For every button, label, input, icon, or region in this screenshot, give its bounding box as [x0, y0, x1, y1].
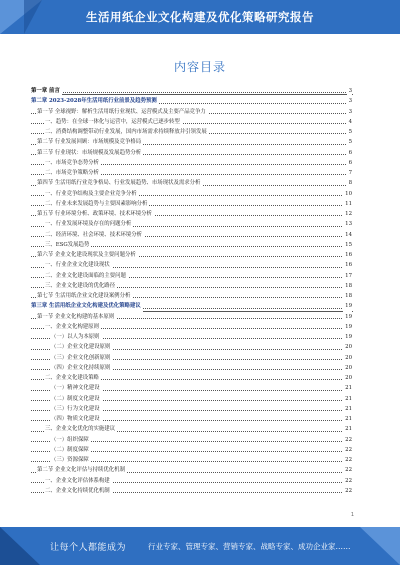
- toc-entry-label: 第六节 企业文化建设现状及主要问题分析: [37, 250, 138, 260]
- toc-entry[interactable]: [31, 476, 352, 486]
- footer-bar: [0, 527, 400, 565]
- toc-entry[interactable]: [31, 96, 352, 106]
- toc-entry-label: 第七节 生活用纸企业文化建设案例分析: [37, 291, 132, 301]
- toc-entry-label: （三）资源保障: [51, 455, 91, 465]
- toc-entry[interactable]: [31, 445, 352, 455]
- toc-entry-page: 6: [347, 148, 352, 158]
- toc-entry-page: 22: [343, 435, 352, 445]
- toc-entry-page: 7: [347, 168, 352, 178]
- toc-entry-label: 三、ESG发展趋势: [45, 240, 91, 250]
- toc-entry-label: 二、经济环境、社会环境、技术环境分析: [45, 230, 144, 240]
- toc-entry-page: 14: [343, 230, 352, 240]
- footer-slogan: 让每个人都能成为: [50, 543, 127, 553]
- toc-entry-page: 19: [343, 322, 352, 332]
- toc-entry-label: 一、行业企业文化建设现状: [45, 260, 112, 270]
- toc-entry-label: 三、企业文化优化的实施建议: [45, 424, 117, 434]
- toc-entry-page: 22: [343, 476, 352, 486]
- toc-entry-label: （四）物质文化建设: [51, 414, 102, 424]
- toc-entry-label: （二）制度文化建设: [51, 394, 102, 404]
- toc-entry[interactable]: [31, 455, 352, 465]
- toc-entry[interactable]: [31, 486, 352, 496]
- toc-entry-page: 3: [347, 107, 352, 117]
- toc-entry-label: 二、企业文化建设策略: [45, 373, 101, 383]
- toc-entry[interactable]: [31, 168, 352, 178]
- toc-entry[interactable]: [31, 260, 352, 270]
- toc-entry-label: 第一节 全球视野：解析生活用纸行业现状、运营模式及主要产品竞争力: [37, 107, 208, 117]
- toc-entry-page: 11: [343, 199, 352, 209]
- toc-entry-label: 一、行业竞争结构及主要企业竞争分析: [45, 189, 139, 199]
- toc-entry[interactable]: [31, 230, 352, 240]
- toc-entry-label: （一）以人为本原则: [51, 332, 102, 342]
- toc-entry-label: 第三节 行业现状：市场规模及发展趋势分析: [37, 148, 143, 158]
- toc-entry-label: （二）企业文化建设原则: [51, 342, 112, 352]
- toc-entry[interactable]: [31, 363, 352, 373]
- toc-entry-label: 二、行业未来发展趋势与主要因素影响分析: [45, 199, 149, 209]
- toc-entry-label: （三）行为文化建设: [51, 404, 102, 414]
- toc-entry-page: 3: [347, 86, 352, 96]
- toc-entry-label: 第二章 2023-2028年生活用纸行业前景及趋势预测: [31, 96, 159, 106]
- toc-entry-label: 二、市场竞争策略分析: [45, 168, 101, 178]
- toc-entry[interactable]: [31, 178, 352, 188]
- toc-entry-label: 第二节 行业发展回顾：市场规模及竞争格局: [37, 137, 143, 147]
- toc-entry-page: 18: [343, 281, 352, 291]
- toc-entry-page: 16: [343, 260, 352, 270]
- toc-entry[interactable]: [31, 394, 352, 404]
- toc-entry[interactable]: [31, 148, 352, 158]
- toc-entry[interactable]: [31, 322, 352, 332]
- toc-entry-label: 第四节 生活用纸行业竞争格局、行业发展趋势、市场现状及需求分析: [37, 178, 202, 188]
- toc-entry-label: 三、企业文化建设的优化路径: [45, 281, 117, 291]
- toc-entry-label: 第五节 行业环境分析、政策环境、技术环境分析: [37, 209, 154, 219]
- toc-entry-page: 18: [343, 291, 352, 301]
- toc-entry-label: 二、企业文化建设面临的主要问题: [45, 271, 128, 281]
- toc-heading: 内容目录: [173, 60, 226, 74]
- toc-entry-page: 21: [343, 404, 352, 414]
- toc-entry[interactable]: [31, 312, 352, 322]
- toc-entry-label: 第二节 企业文化评估与持续优化机制: [37, 465, 127, 475]
- toc-entry-page: 22: [343, 486, 352, 496]
- toc-entry[interactable]: [31, 414, 352, 424]
- toc-entry[interactable]: [31, 383, 352, 393]
- toc-entry-page: 16: [343, 250, 352, 260]
- toc-entry-label: 二、企业文化持续优化机制: [45, 486, 112, 496]
- toc-entry-page: 3: [347, 96, 352, 106]
- toc-entry-label: （二）制度保障: [51, 445, 91, 455]
- toc-entry-label: 第一节 企业文化构建的基本原则: [37, 312, 116, 322]
- toc-entry[interactable]: [31, 209, 352, 219]
- toc-entry-page: 15: [343, 240, 352, 250]
- toc-entry-page: 22: [343, 455, 352, 465]
- toc-entry-page: 4: [347, 117, 352, 127]
- toc-entry-label: 一、行业发展环境及存在的问题分析: [45, 219, 133, 229]
- toc-entry-page: 13: [343, 219, 352, 229]
- toc-entry-page: 21: [343, 414, 352, 424]
- toc-entry-page: 19: [343, 301, 352, 311]
- report-header-bar: [0, 0, 400, 34]
- toc-entry[interactable]: [31, 291, 352, 301]
- toc-entry[interactable]: [31, 373, 352, 383]
- toc-entry-page: 19: [343, 332, 352, 342]
- toc-entry[interactable]: [31, 404, 352, 414]
- toc-entry[interactable]: [31, 301, 352, 311]
- toc-entry[interactable]: [31, 424, 352, 434]
- toc-entry-label: （一）精神文化建设: [51, 383, 102, 393]
- toc-entry[interactable]: [31, 281, 352, 291]
- toc-leader-dots: [31, 92, 352, 93]
- toc-entry-page: 17: [343, 271, 352, 281]
- toc-entry-page: 5: [347, 127, 352, 137]
- toc-entry[interactable]: [31, 353, 352, 363]
- toc-entry-page: 6: [347, 158, 352, 168]
- toc-entry[interactable]: [31, 199, 352, 209]
- toc-entry[interactable]: [31, 107, 352, 117]
- toc-entry[interactable]: [31, 465, 352, 475]
- toc-entry-page: 20: [343, 353, 352, 363]
- toc-entry-label: （四）企业文化持续原则: [51, 363, 112, 373]
- toc-entry-page: 22: [343, 445, 352, 455]
- toc-entry[interactable]: [31, 332, 352, 342]
- toc-entry-page: 8: [347, 178, 352, 188]
- toc-entry-label: 一、企业文化构建原则: [45, 322, 101, 332]
- toc-entry[interactable]: [31, 250, 352, 260]
- toc-entry-label: （一）组织保障: [51, 435, 91, 445]
- toc-entry-label: 第一章 前言: [31, 86, 62, 96]
- footer-decor-left: [0, 527, 40, 565]
- toc-entry-page: 19: [343, 312, 352, 322]
- toc-entry-page: 20: [343, 373, 352, 383]
- toc-entry-page: 22: [343, 465, 352, 475]
- toc-entry[interactable]: [31, 137, 352, 147]
- toc-entry-page: 20: [343, 342, 352, 352]
- page-number: 1: [350, 512, 354, 518]
- toc-entry-page: 5: [347, 137, 352, 147]
- toc-entry[interactable]: [31, 342, 352, 352]
- footer-roles: 行业专家、管理专家、营销专家、战略专家、成功企业家……: [148, 542, 351, 551]
- toc-entry-label: 第三章 生活用纸企业文化构建及优化策略建议: [31, 301, 143, 311]
- toc-entry-label: 一、市场竞争态势分析: [45, 158, 101, 168]
- table-of-contents: [31, 86, 352, 496]
- toc-entry-label: 二、消费结构调整带动行业发展，国内市场需求持续释放并引领发展: [45, 127, 209, 137]
- footer-decor-right: [360, 527, 400, 565]
- toc-entry[interactable]: [31, 219, 352, 229]
- toc-entry[interactable]: [31, 271, 352, 281]
- toc-entry-label: （三）企业文化创新原则: [51, 353, 112, 363]
- toc-entry-page: 20: [343, 363, 352, 373]
- report-title: 生活用纸企业文化构建及优化策略研究报告: [86, 10, 314, 24]
- toc-entry-label: 一、趋势：在全球一体化与运营中，运营模式已逐步转型: [45, 117, 182, 127]
- toc-entry[interactable]: [31, 127, 352, 137]
- toc-entry[interactable]: [31, 86, 352, 96]
- toc-entry-page: 12: [343, 209, 352, 219]
- toc-entry[interactable]: [31, 435, 352, 445]
- toc-entry[interactable]: [31, 117, 352, 127]
- toc-entry-page: 21: [343, 424, 352, 434]
- toc-entry[interactable]: [31, 189, 352, 199]
- toc-entry[interactable]: [31, 158, 352, 168]
- toc-entry-page: 21: [343, 394, 352, 404]
- toc-entry-page: 21: [343, 383, 352, 393]
- toc-entry-page: 10: [343, 189, 352, 199]
- toc-entry[interactable]: [31, 240, 352, 250]
- toc-entry-label: 一、企业文化评估体系构建: [45, 476, 112, 486]
